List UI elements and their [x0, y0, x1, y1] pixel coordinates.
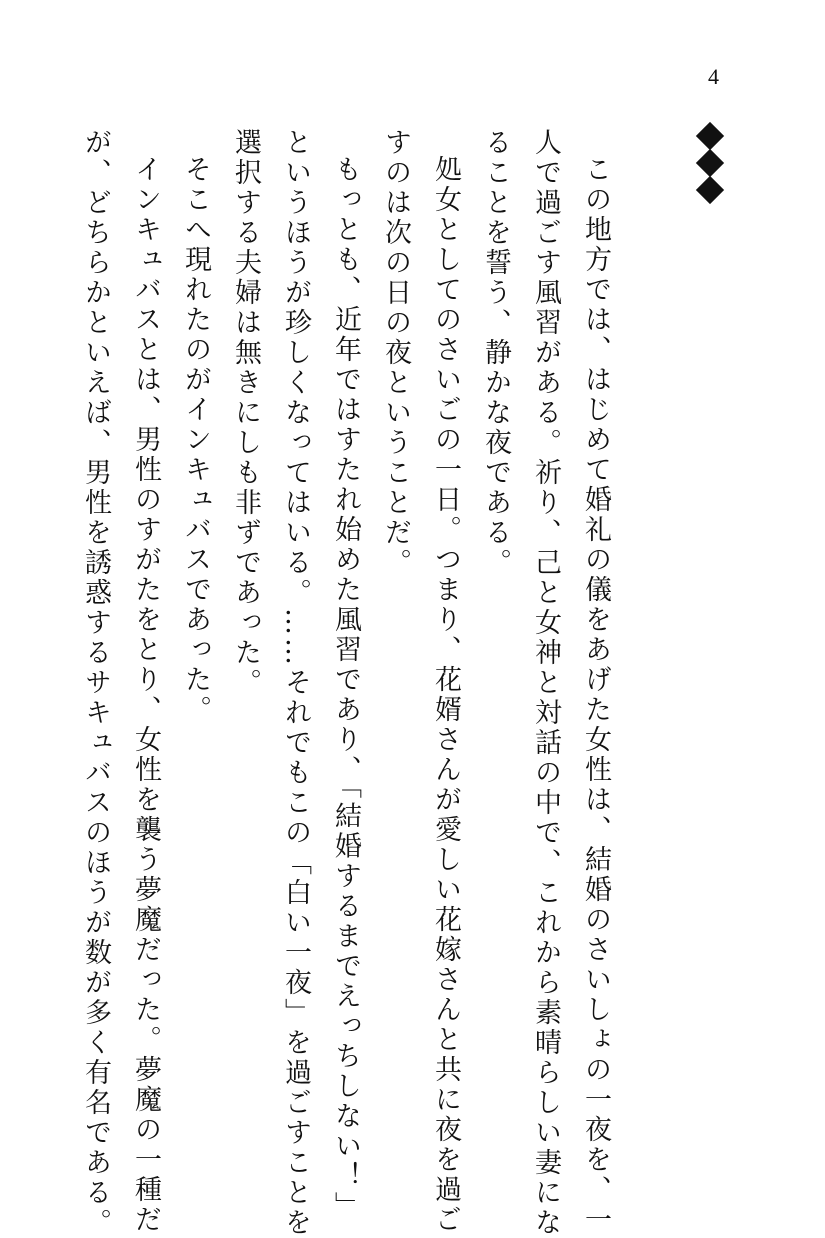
text-line: そこへ現れたのがインキュバスであった。 — [180, 155, 211, 725]
text-line: 選択する夫婦は無きにしも非ずであった。 — [230, 128, 261, 698]
text-line: もっとも、近年ではすたれ始めた風習であり、「結婚するまでえっちしない！」 — [330, 155, 361, 1222]
diamond-icon — [696, 122, 724, 150]
text-line: というほうが珍しくなってはいる。……それでもこの「白い一夜」を過ごすことを — [280, 128, 311, 1238]
text-line: が、どちらかといえば、男性を誘惑するサキュバスのほうが数が多く有名である。 — [80, 128, 111, 1238]
text-line: この地方では、はじめて婚礼の儀をあげた女性は、結婚のさいしょの一夜を、一 — [580, 155, 611, 1235]
diamond-icon — [696, 149, 724, 177]
text-line: すのは次の日の夜ということだ。 — [380, 128, 411, 578]
text-line: インキュバスとは、男性のすがたをとり、女性を襲う夢魔だった。夢魔の一種だ — [130, 155, 161, 1235]
text-line: 人で過ごす風習がある。祈り、己と女神と対話の中で、これから素晴らしい妻にな — [530, 128, 561, 1238]
diamond-icon — [696, 176, 724, 204]
section-break-marker — [695, 124, 725, 202]
text-line: 処女としてのさいごの一日。つまり、花婿さんが愛しい花嫁さんと共に夜を過ご — [430, 155, 461, 1235]
page-number: 4 — [708, 64, 719, 89]
vertical-body-text — [70, 128, 620, 1238]
text-line: ることを誓う、静かな夜である。 — [480, 128, 511, 578]
